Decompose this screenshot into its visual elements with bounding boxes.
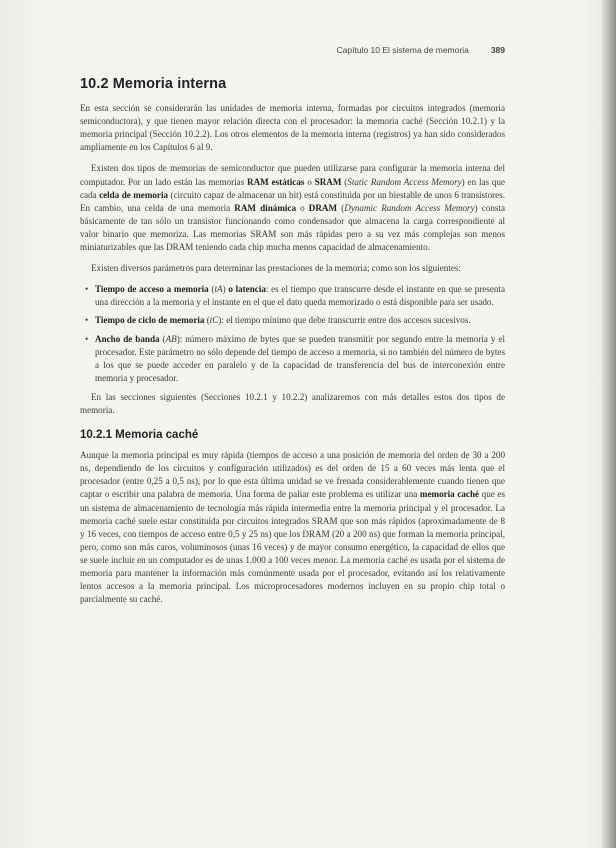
bullet-text: : número máximo de bytes que se pueden transmitir por segundo entre la memoria y el procesador. Este parámetro no sólo depende del tiempo de acceso a memoria, si no también del número de bytes a los que se puede acceder en paralelo y de la capacidad de transferencia del bus de interconexión entre memoria y procesador. [95, 333, 505, 383]
bullet-symbol: tA [214, 284, 223, 295]
term-sram-expansion: Static Random Access Memory [347, 176, 462, 187]
text-run: (circuito capaz de almacenar un bit) está constituida por un biestable de unos 6 transistores. En cambio, una celda de una memoria [80, 189, 505, 213]
book-spine-shadow [602, 0, 616, 848]
closing-paragraph: En las secciones siguientes (Secciones 10.2.1 y 10.2.2) analizaremos con más detalles estos dos tipos de memoria. [80, 391, 505, 415]
parameters-intro: Existen diversos parámetros para determinar las prestaciones de la memoria; como son los siguientes: [91, 263, 461, 274]
text-run: o [296, 202, 309, 213]
page-number: 389 [490, 45, 505, 55]
section-heading: 10.2 Memoria interna [80, 76, 227, 92]
term-sram-static: RAM estáticas [247, 176, 305, 187]
text-run: que es un sistema de almacenamiento de tecnología más rápida intermedia entre la memoria principal y el procesador. La memoria caché suele estar constituida por circuitos integrados SRAM que son más rápidos (aproximadamente de 8 y 16 veces, con tiempos de acceso entre 0,5 y 25 ns) que los DRAM (20 a 200 ns) que forman la memoria principal, pero, como son más caros, voluminosos (unas 16 veces) y de mayor consumo energético, la capacidad de ellos que se suele incluir en un computador es de unas 1.000 a 100 veces menor. La memoria caché es usada por el sistema de memoria para mantener la información más comúnmente usada por el procesador, evitando así los relativamente lentos accesos a la memoria principal. Los microprocesadores modernos incluyen en su propio chip total o parcialmente su caché. [80, 489, 505, 605]
page-content [80, 78, 505, 614]
list-item: • Tiempo de acceso a memoria (tA) o latencia: es el tiempo que transcurre desde el instante en que se presenta una dirección a la memoria y el instante en el que el dato queda memorizado o está disponible para ser usado. [95, 283, 505, 309]
text-run: ) consta básicamente de tan sólo un transistor funcionando como condensador que almacena la carga correspondiente al valor binario que memoriza. Las memorias SRAM son más rápidas pero a su vez más complejas son menos miniaturizables que las DRAM teniendo cada chip mucha menos capacidad de almacenamiento. [80, 202, 506, 253]
term-memory-cell: celda de memoria [99, 189, 169, 200]
text-run: o [304, 176, 315, 187]
bullet-term-extra: o latencia [225, 284, 266, 295]
bullet-term: Ancho de banda [95, 333, 160, 344]
list-item: • Ancho de banda (AB): número máximo de bytes que se pueden transmitir por segundo entre la memoria y el procesador. Este parámetro no sólo depende del tiempo de acceso a memoria, si no también del número de bytes a los que se puede acceder en paralelo y de la capacidad de transferencia del bus de interconexión entre memoria y procesador. [95, 333, 505, 385]
subsection-heading: 10.2.1 Memoria caché [80, 429, 199, 442]
bullet-text: : el tiempo mínimo que debe transcurrir entre dos accesos sucesivos. [221, 315, 471, 326]
text-run: ( [341, 176, 348, 187]
term-dram: DRAM [308, 202, 338, 213]
term-dram-expansion: Dynamic Random Access Memory [344, 202, 475, 213]
chapter-title: Capítulo 10 El sistema de memoria [336, 45, 469, 55]
text-run: Aunque la memoria principal es muy rápida (tiempos de acceso a una posición de memoria del orden de 30 a 200 ns, dependiendo de los circuitos y configuración utilizados) es del orden de 15 a 60 veces más lenta que el procesador (entre 0,25 a 0,5 ns), por lo que esta última unidad se ve frenada considerablemente cuando tienen que captar o escribir una palabra de memoria. Una forma de paliar este problema es utilizar una [80, 450, 505, 500]
term-cache-memory: memoria caché [419, 489, 480, 500]
parameters-list [80, 283, 505, 385]
text-run: ) en las que cada [80, 176, 506, 200]
intro-paragraph: En esta sección se considerarán las unidades de memoria interna, formadas por circuitos integrados (memoria semiconductora), y que tienen mayor relación directa con el procesador: la memoria caché (Sección 10.2.1) y la memoria principal (Sección 10.2.2). Los otros elementos de la memoria interna (registros) ya han sido considerados ampliamente en los Capítulos 6 al 9. [80, 103, 505, 153]
memory-types-paragraph [80, 162, 505, 254]
bullet-text: : es el tiempo que transcurre desde el instante en que se presenta una dirección a la memoria y el instante en el que el dato queda memorizado o está disponible para ser usado. [95, 284, 505, 308]
list-item: • Tiempo de ciclo de memoria (tC): el tiempo mínimo que debe transcurrir entre dos accesos sucesivos. [95, 314, 505, 327]
cache-paragraph [80, 449, 505, 606]
bullet-term: Tiempo de acceso a memoria [95, 284, 209, 295]
text-run: ( [337, 202, 345, 213]
term-dynamic-ram: RAM dinámica [234, 202, 297, 213]
bullet-term: Tiempo de ciclo de memoria [95, 315, 205, 326]
bullet-symbol: AB [165, 333, 177, 344]
bullet-symbol: tC [209, 315, 219, 326]
text-run: Existen dos tipos de memorias de semiconductor que pueden utilizarse para configurar la memoria interna del computador. Por un lado están las memorias [80, 163, 505, 187]
running-header [80, 45, 505, 55]
term-sram: SRAM [314, 176, 342, 187]
